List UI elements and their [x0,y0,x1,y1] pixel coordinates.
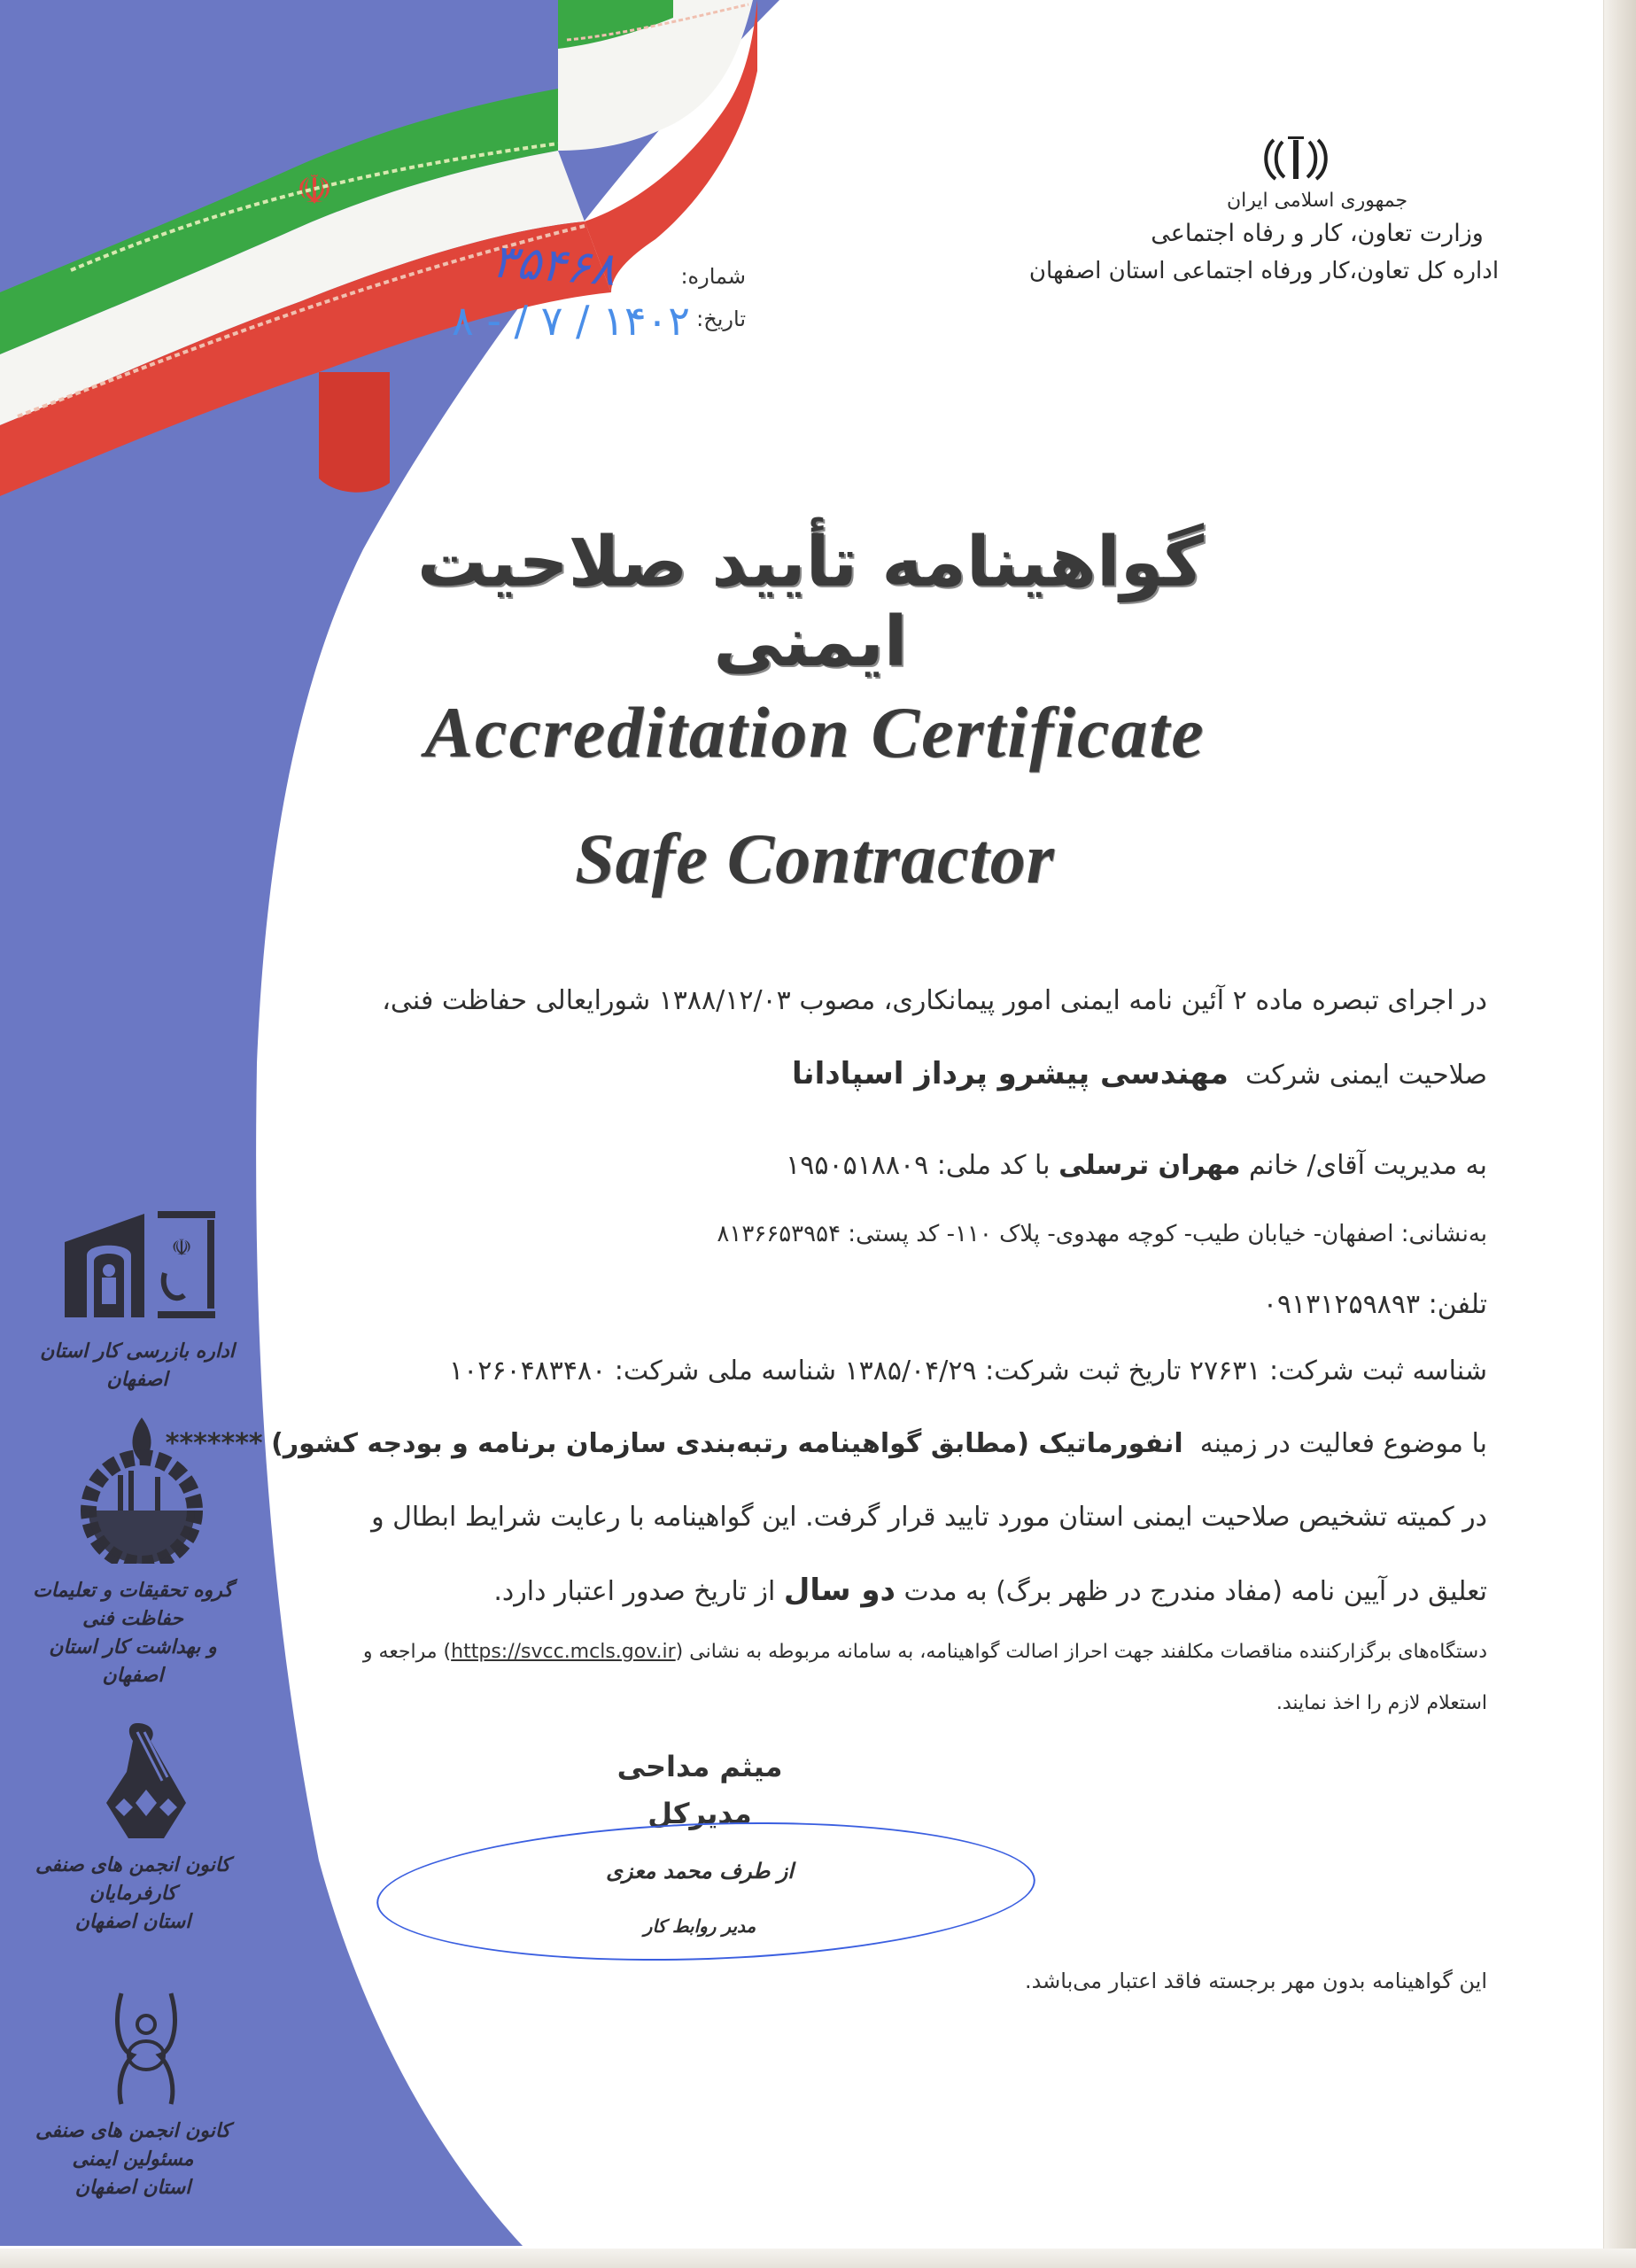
body-line-manager [786,1150,1487,1181]
meta-labels [682,255,746,340]
number-label: شماره: [680,264,746,289]
title-english-line2: Safe Contractor [575,820,1055,898]
paper-edge [1603,0,1636,2268]
country-name: جمهوری اسلامی ایران [1226,190,1408,212]
manager-national-id: با کد ملی: ۱۹۵۰۵۱۸۸۰۹ [786,1150,1051,1181]
body-line-regulation: در اجرای تبصره ماده ۲ آئین نامه ایمنی امور پیمانکاری، مصوب ۱۳۸۸/۱۲/۰۳ شورایعالی حفاظت فنی، [382,985,1487,1016]
validity-duration: دو سال [783,1573,896,1608]
notice-suffix: ) مراجعه و [362,1641,452,1663]
labor-inspection-caption: اداره بازرسی کار استان اصفهان [40,1340,235,1391]
employers-association-caption-line2: استان اصفهان [74,1911,191,1933]
verification-link[interactable]: https://svcc.mcls.gov.ir [451,1641,676,1663]
svg-text:☫: ☫ [296,166,333,214]
title-english-line1: Accreditation Certificate [424,692,1206,773]
body-line-notice [363,1641,1487,1663]
body-line-activity [166,1428,1487,1459]
body-line-company [792,1056,1487,1091]
body-line-address: به‌نشانی: اصفهان- خیابان طیب- کوچه مهدوی- پلاک ۱۱۰- کد پستی: ۸۱۳۶۶۵۳۹۵۴ [717,1221,1487,1247]
date-label: تاریخ: [696,307,746,331]
employers-association-caption-line1: کانون انجمن های صنفی کارفرمایان [35,1854,230,1905]
safety-research-caption-line2: و بهداشت کار استان اصفهان [49,1636,217,1687]
paper-bottom-edge [0,2249,1636,2268]
employers-association-caption [27,1852,239,1937]
signatory-title: مدیرکل [647,1797,752,1830]
ministry-name: وزارت تعاون، کار و رفاه اجتماعی [1151,220,1484,247]
signatory-name: میثم مداحی [616,1750,783,1783]
manager-name: مهران ترسلی [1058,1150,1241,1181]
safety-officers-association-caption [27,2117,239,2202]
safety-officers-association-logo-icon [111,1989,182,2109]
labor-inspection-logo-icon [60,1207,215,1322]
title-persian: گواهینامه تأیید صلاحیت ایمنی [417,523,1204,682]
safety-research-logo-icon [75,1413,208,1564]
stamp-role: مدیر روابط کار [643,1915,756,1937]
company-prefix: صلاحیت ایمنی شرکت [1244,1060,1487,1091]
body-line-validity [493,1573,1487,1608]
ministry-header [1016,188,1512,289]
company-name: مهندسی پیشرو پرداز اسپادانا [792,1056,1229,1091]
validity-prefix: تعلیق در آیین نامه (مفاد مندرج در ظهر برگ) به مدت [903,1576,1487,1607]
activity-field: انفورماتیک (مطابق گواهینامه رتبه‌بندی سازمان برنامه و بودجه کشور) [271,1428,1183,1459]
safety-research-caption [18,1577,248,1690]
body-line-committee: در کمیته تشخیص صلاحیت ایمنی استان مورد تایید قرار گرفت. این گواهینامه با رعایت شرایط ابطال و [371,1502,1487,1533]
stamp-on-behalf: از طرف محمد معزی [606,1859,794,1884]
letter-number: ۳۵۴۶۸ [490,235,617,297]
notice-prefix: دستگاه‌های برگزارکننده مناقصات مکلفند جهت احراز اصالت گواهینامه، به سامانه مربوطه به نشانی ( [675,1641,1487,1663]
activity-prefix: با موضوع فعالیت در زمینه [1199,1428,1487,1459]
body-line-notice-2: استعلام لازم را اخذ نمایند. [1275,1692,1487,1714]
employers-association-logo-icon [102,1719,190,1843]
safety-research-caption-line1: گروه تحقیقات و تعلیمات حفاظت فنی [33,1580,233,1630]
letter-date: ۱۴۰۲ / ۷ / - ۸ [452,297,690,345]
body-line-registration: شناسه ثبت شرکت: ۲۷۶۳۱ تاریخ ثبت شرکت: ۱۳۸۵/۰۴/۲۹ شناسه ملی شرکت: ۱۰۲۶۰۴۸۳۴۸۰ [449,1355,1487,1386]
iran-emblem-icon [1256,133,1336,186]
safety-officers-association-caption-line1: کانون انجمن های صنفی مسئولین ایمنی [35,2120,230,2171]
validity-footer-note: این گواهینامه بدون مهر برجسته فاقد اعتبار می‌باشد. [1024,1969,1487,1993]
department-name: اداره کل تعاون،کار ورفاه اجتماعی استان اصفهان [1028,258,1500,284]
validity-suffix: از تاریخ صدور اعتبار دارد. [493,1576,776,1607]
activity-stars: ******* [165,1428,263,1459]
safety-officers-association-caption-line2: استان اصفهان [74,2177,191,2199]
manager-prefix: به مدیریت آقای/ خانم [1249,1150,1487,1181]
body-line-phone: تلفن: ۰۹۱۳۱۲۵۹۸۹۳ [1262,1289,1487,1320]
svg-text:☫: ☫ [171,1235,192,1262]
